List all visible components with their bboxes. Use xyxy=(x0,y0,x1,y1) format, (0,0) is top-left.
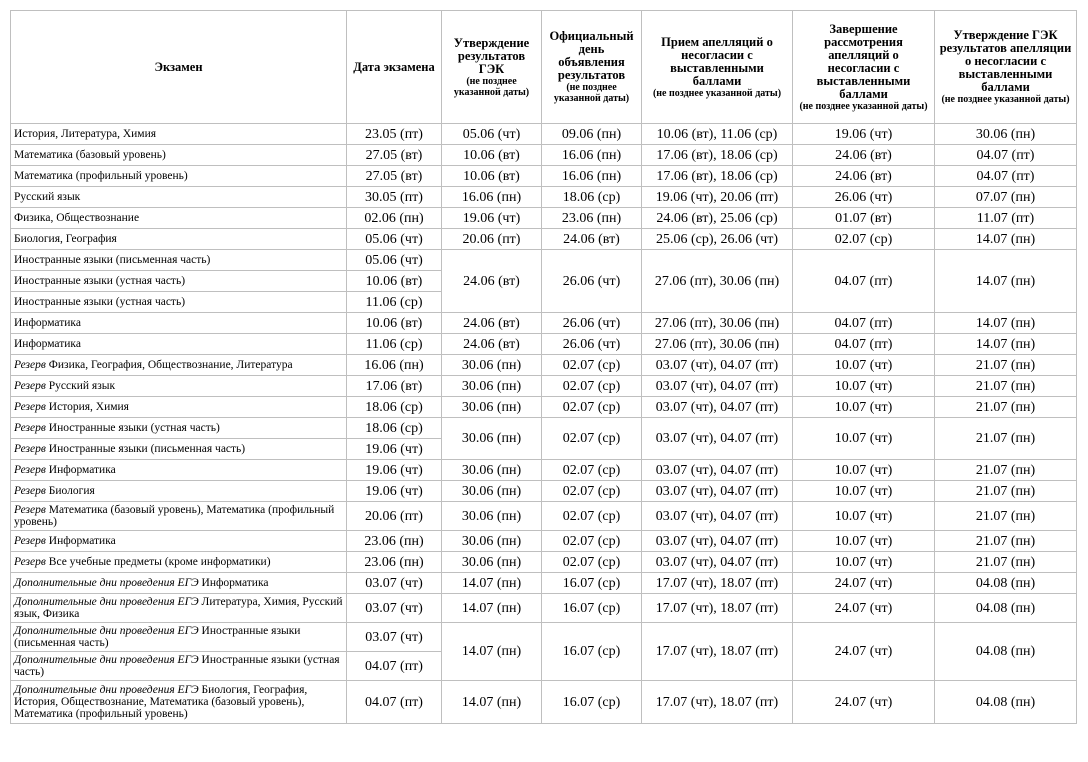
official-date: 16.07 (ср) xyxy=(542,623,642,681)
finish-date: 10.07 (чт) xyxy=(793,397,935,418)
exam-date: 23.06 (пн) xyxy=(347,552,442,573)
exam-date: 05.06 (чт) xyxy=(347,250,442,271)
final-date: 21.07 (пн) xyxy=(935,418,1077,460)
header-finish: Завершение рассмотрения апелляций о несогласии с выставленными баллами (не позднее указанной даты) xyxy=(793,11,935,124)
exam-date: 20.06 (пт) xyxy=(347,502,442,531)
exam-name: Дополнительные дни проведения ЕГЭ Иностранные языки (письменная часть) xyxy=(11,623,347,652)
header-row xyxy=(11,11,1077,124)
reserve-label: Резерв xyxy=(14,422,46,434)
final-date: 21.07 (пн) xyxy=(935,355,1077,376)
final-date: 14.07 (пн) xyxy=(935,250,1077,313)
table-row xyxy=(11,531,1077,552)
exam-name: Дополнительные дни проведения ЕГЭ Биология, География, История, Обществознание, Математика (базовый уровень), Математика (профильный уровень) xyxy=(11,681,347,724)
appeal-dates: 17.07 (чт), 18.07 (пт) xyxy=(642,573,793,594)
exam-date: 27.05 (вт) xyxy=(347,145,442,166)
finish-date: 26.06 (чт) xyxy=(793,187,935,208)
additional-label: Дополнительные дни проведения ЕГЭ xyxy=(14,596,199,608)
reserve-label: Резерв xyxy=(14,504,46,516)
official-date: 16.06 (пн) xyxy=(542,166,642,187)
approve-date: 14.07 (пн) xyxy=(442,573,542,594)
official-date: 18.06 (ср) xyxy=(542,187,642,208)
appeal-dates: 03.07 (чт), 04.07 (пт) xyxy=(642,552,793,573)
official-date: 02.07 (ср) xyxy=(542,418,642,460)
exam-date: 03.07 (чт) xyxy=(347,573,442,594)
exam-date: 03.07 (чт) xyxy=(347,623,442,652)
appeal-dates: 27.06 (пт), 30.06 (пн) xyxy=(642,334,793,355)
exam-date: 19.06 (чт) xyxy=(347,439,442,460)
additional-label: Дополнительные дни проведения ЕГЭ xyxy=(14,684,199,696)
table-row xyxy=(11,552,1077,573)
exam-date: 27.05 (вт) xyxy=(347,166,442,187)
appeal-dates: 17.06 (вт), 18.06 (ср) xyxy=(642,166,793,187)
final-date: 04.07 (пт) xyxy=(935,166,1077,187)
finish-date: 24.07 (чт) xyxy=(793,681,935,724)
exam-date: 05.06 (чт) xyxy=(347,229,442,250)
approve-date: 30.06 (пн) xyxy=(442,418,542,460)
exam-date: 19.06 (чт) xyxy=(347,460,442,481)
header-official: Официальный день объявления результатов (не позднее указанной даты) xyxy=(542,11,642,124)
exam-date: 18.06 (ср) xyxy=(347,397,442,418)
exam-name: Резерв Математика (базовый уровень), Математика (профильный уровень) xyxy=(11,502,347,531)
finish-date: 04.07 (пт) xyxy=(793,313,935,334)
exam-date: 16.06 (пн) xyxy=(347,355,442,376)
table-row xyxy=(11,166,1077,187)
finish-date: 10.07 (чт) xyxy=(793,531,935,552)
exam-name: Биология, География xyxy=(11,229,347,250)
exam-name: Дополнительные дни проведения ЕГЭ Литература, Химия, Русский язык, Физика xyxy=(11,594,347,623)
header-approve-appeal: Утверждение ГЭК результатов апелляции о несогласии с выставленными баллами (не позднее указанной даты) xyxy=(935,11,1077,124)
final-date: 30.06 (пн) xyxy=(935,124,1077,145)
exam-date: 23.06 (пн) xyxy=(347,531,442,552)
reserve-label: Резерв xyxy=(14,359,46,371)
approve-date: 30.06 (пн) xyxy=(442,397,542,418)
table-row xyxy=(11,208,1077,229)
table-row xyxy=(11,460,1077,481)
final-date: 04.08 (пн) xyxy=(935,623,1077,681)
exam-date: 10.06 (вт) xyxy=(347,271,442,292)
finish-date: 24.07 (чт) xyxy=(793,594,935,623)
appeal-dates: 03.07 (чт), 04.07 (пт) xyxy=(642,376,793,397)
appeal-dates: 17.07 (чт), 18.07 (пт) xyxy=(642,594,793,623)
official-date: 02.07 (ср) xyxy=(542,376,642,397)
finish-date: 10.07 (чт) xyxy=(793,418,935,460)
official-date: 02.07 (ср) xyxy=(542,397,642,418)
appeal-dates: 24.06 (вт), 25.06 (ср) xyxy=(642,208,793,229)
exam-date: 04.07 (пт) xyxy=(347,681,442,724)
appeal-dates: 03.07 (чт), 04.07 (пт) xyxy=(642,397,793,418)
exam-name: Резерв Русский язык xyxy=(11,376,347,397)
approve-date: 30.06 (пн) xyxy=(442,481,542,502)
exam-name: Русский язык xyxy=(11,187,347,208)
appeal-dates: 03.07 (чт), 04.07 (пт) xyxy=(642,355,793,376)
finish-date: 04.07 (пт) xyxy=(793,334,935,355)
exam-name: Резерв Все учебные предметы (кроме информатики) xyxy=(11,552,347,573)
final-date: 07.07 (пн) xyxy=(935,187,1077,208)
exam-date: 23.05 (пт) xyxy=(347,124,442,145)
final-date: 21.07 (пн) xyxy=(935,481,1077,502)
exam-date: 10.06 (вт) xyxy=(347,313,442,334)
reserve-label: Резерв xyxy=(14,380,46,392)
approve-date: 24.06 (вт) xyxy=(442,250,542,313)
official-date: 16.07 (ср) xyxy=(542,681,642,724)
official-date: 02.07 (ср) xyxy=(542,481,642,502)
final-date: 14.07 (пн) xyxy=(935,334,1077,355)
exam-name: История, Литература, Химия xyxy=(11,124,347,145)
finish-date: 24.07 (чт) xyxy=(793,623,935,681)
header-approve: Утверждение результатов ГЭК (не позднее указанной даты) xyxy=(442,11,542,124)
exam-date: 03.07 (чт) xyxy=(347,594,442,623)
appeal-dates: 17.06 (вт), 18.06 (ср) xyxy=(642,145,793,166)
approve-date: 30.06 (пн) xyxy=(442,531,542,552)
appeal-dates: 03.07 (чт), 04.07 (пт) xyxy=(642,418,793,460)
table-row xyxy=(11,502,1077,531)
table-row xyxy=(11,481,1077,502)
reserve-label: Резерв xyxy=(14,464,46,476)
final-date: 11.07 (пт) xyxy=(935,208,1077,229)
exam-name: Иностранные языки (устная часть) xyxy=(11,271,347,292)
finish-date: 10.07 (чт) xyxy=(793,355,935,376)
approve-date: 30.06 (пн) xyxy=(442,376,542,397)
appeal-dates: 03.07 (чт), 04.07 (пт) xyxy=(642,531,793,552)
finish-date: 10.07 (чт) xyxy=(793,502,935,531)
table-row xyxy=(11,145,1077,166)
exam-name: Математика (профильный уровень) xyxy=(11,166,347,187)
official-date: 02.07 (ср) xyxy=(542,355,642,376)
final-date: 04.08 (пн) xyxy=(935,681,1077,724)
exam-name: Информатика xyxy=(11,334,347,355)
final-date: 21.07 (пн) xyxy=(935,397,1077,418)
reserve-label: Резерв xyxy=(14,535,46,547)
approve-date: 05.06 (чт) xyxy=(442,124,542,145)
final-date: 21.07 (пн) xyxy=(935,376,1077,397)
table-row xyxy=(11,124,1077,145)
official-date: 26.06 (чт) xyxy=(542,334,642,355)
table-row xyxy=(11,355,1077,376)
exam-date: 17.06 (вт) xyxy=(347,376,442,397)
exam-date: 11.06 (ср) xyxy=(347,292,442,313)
finish-date: 02.07 (ср) xyxy=(793,229,935,250)
table-row xyxy=(11,313,1077,334)
appeal-dates: 17.07 (чт), 18.07 (пт) xyxy=(642,681,793,724)
approve-date: 30.06 (пн) xyxy=(442,355,542,376)
official-date: 09.06 (пн) xyxy=(542,124,642,145)
final-date: 04.07 (пт) xyxy=(935,145,1077,166)
table-row xyxy=(11,250,1077,271)
approve-date: 10.06 (вт) xyxy=(442,166,542,187)
exam-date: 18.06 (ср) xyxy=(347,418,442,439)
final-date: 21.07 (пн) xyxy=(935,460,1077,481)
table-row xyxy=(11,376,1077,397)
exam-name: Резерв Физика, География, Обществознание, Литература xyxy=(11,355,347,376)
exam-date: 04.07 (пт) xyxy=(347,652,442,681)
final-date: 21.07 (пн) xyxy=(935,552,1077,573)
official-date: 02.07 (ср) xyxy=(542,531,642,552)
exam-name: Резерв Иностранные языки (устная часть) xyxy=(11,418,347,439)
additional-label: Дополнительные дни проведения ЕГЭ xyxy=(14,625,199,637)
exam-date: 02.06 (пн) xyxy=(347,208,442,229)
final-date: 21.07 (пн) xyxy=(935,531,1077,552)
appeal-dates: 25.06 (ср), 26.06 (чт) xyxy=(642,229,793,250)
official-date: 24.06 (вт) xyxy=(542,229,642,250)
table-row xyxy=(11,418,1077,439)
appeal-dates: 03.07 (чт), 04.07 (пт) xyxy=(642,460,793,481)
official-date: 26.06 (чт) xyxy=(542,313,642,334)
finish-date: 10.07 (чт) xyxy=(793,552,935,573)
exam-name: Иностранные языки (письменная часть) xyxy=(11,250,347,271)
exam-name: Резерв Биология xyxy=(11,481,347,502)
official-date: 16.07 (ср) xyxy=(542,573,642,594)
appeal-dates: 19.06 (чт), 20.06 (пт) xyxy=(642,187,793,208)
finish-date: 24.06 (вт) xyxy=(793,166,935,187)
appeal-dates: 27.06 (пт), 30.06 (пн) xyxy=(642,313,793,334)
table-row xyxy=(11,187,1077,208)
exam-name: Физика, Обществознание xyxy=(11,208,347,229)
exam-name: Дополнительные дни проведения ЕГЭ Иностранные языки (устная часть) xyxy=(11,652,347,681)
exam-name: Информатика xyxy=(11,313,347,334)
exam-name: Резерв История, Химия xyxy=(11,397,347,418)
final-date: 14.07 (пн) xyxy=(935,313,1077,334)
additional-label: Дополнительные дни проведения ЕГЭ xyxy=(14,577,199,589)
exam-name: Иностранные языки (устная часть) xyxy=(11,292,347,313)
official-date: 02.07 (ср) xyxy=(542,460,642,481)
official-date: 26.06 (чт) xyxy=(542,250,642,313)
official-date: 23.06 (пн) xyxy=(542,208,642,229)
final-date: 04.08 (пн) xyxy=(935,573,1077,594)
reserve-label: Резерв xyxy=(14,443,46,455)
approve-date: 14.07 (пн) xyxy=(442,623,542,681)
table-row xyxy=(11,681,1077,724)
official-date: 16.06 (пн) xyxy=(542,145,642,166)
approve-date: 24.06 (вт) xyxy=(442,334,542,355)
official-date: 02.07 (ср) xyxy=(542,552,642,573)
final-date: 21.07 (пн) xyxy=(935,502,1077,531)
final-date: 04.08 (пн) xyxy=(935,594,1077,623)
exam-name: Резерв Иностранные языки (письменная часть) xyxy=(11,439,347,460)
approve-date: 14.07 (пн) xyxy=(442,681,542,724)
finish-date: 04.07 (пт) xyxy=(793,250,935,313)
appeal-dates: 27.06 (пт), 30.06 (пн) xyxy=(642,250,793,313)
approve-date: 24.06 (вт) xyxy=(442,313,542,334)
finish-date: 19.06 (чт) xyxy=(793,124,935,145)
approve-date: 30.06 (пн) xyxy=(442,552,542,573)
exam-schedule-table xyxy=(10,10,1077,724)
header-date: Дата экзамена xyxy=(347,11,442,124)
table-row xyxy=(11,229,1077,250)
appeal-dates: 10.06 (вт), 11.06 (ср) xyxy=(642,124,793,145)
finish-date: 10.07 (чт) xyxy=(793,460,935,481)
approve-date: 16.06 (пн) xyxy=(442,187,542,208)
approve-date: 19.06 (чт) xyxy=(442,208,542,229)
exam-name: Математика (базовый уровень) xyxy=(11,145,347,166)
exam-date: 30.05 (пт) xyxy=(347,187,442,208)
reserve-label: Резерв xyxy=(14,485,46,497)
approve-date: 14.07 (пн) xyxy=(442,594,542,623)
header-appeal: Прием апелляций о несогласии с выставленными баллами (не позднее указанной даты) xyxy=(642,11,793,124)
final-date: 14.07 (пн) xyxy=(935,229,1077,250)
additional-label: Дополнительные дни проведения ЕГЭ xyxy=(14,654,199,666)
table-row xyxy=(11,397,1077,418)
appeal-dates: 03.07 (чт), 04.07 (пт) xyxy=(642,481,793,502)
finish-date: 10.07 (чт) xyxy=(793,376,935,397)
finish-date: 24.07 (чт) xyxy=(793,573,935,594)
exam-date: 19.06 (чт) xyxy=(347,481,442,502)
finish-date: 01.07 (вт) xyxy=(793,208,935,229)
table-row xyxy=(11,334,1077,355)
reserve-label: Резерв xyxy=(14,401,46,413)
approve-date: 20.06 (пт) xyxy=(442,229,542,250)
approve-date: 10.06 (вт) xyxy=(442,145,542,166)
exam-date: 11.06 (ср) xyxy=(347,334,442,355)
approve-date: 30.06 (пн) xyxy=(442,460,542,481)
approve-date: 30.06 (пн) xyxy=(442,502,542,531)
official-date: 16.07 (ср) xyxy=(542,594,642,623)
exam-name: Дополнительные дни проведения ЕГЭ Информатика xyxy=(11,573,347,594)
exam-name: Резерв Информатика xyxy=(11,460,347,481)
exam-name: Резерв Информатика xyxy=(11,531,347,552)
appeal-dates: 03.07 (чт), 04.07 (пт) xyxy=(642,502,793,531)
table-row xyxy=(11,594,1077,623)
official-date: 02.07 (ср) xyxy=(542,502,642,531)
finish-date: 10.07 (чт) xyxy=(793,481,935,502)
header-exam: Экзамен xyxy=(11,11,347,124)
reserve-label: Резерв xyxy=(14,556,46,568)
finish-date: 24.06 (вт) xyxy=(793,145,935,166)
appeal-dates: 17.07 (чт), 18.07 (пт) xyxy=(642,623,793,681)
table-row xyxy=(11,623,1077,652)
table-row xyxy=(11,573,1077,594)
